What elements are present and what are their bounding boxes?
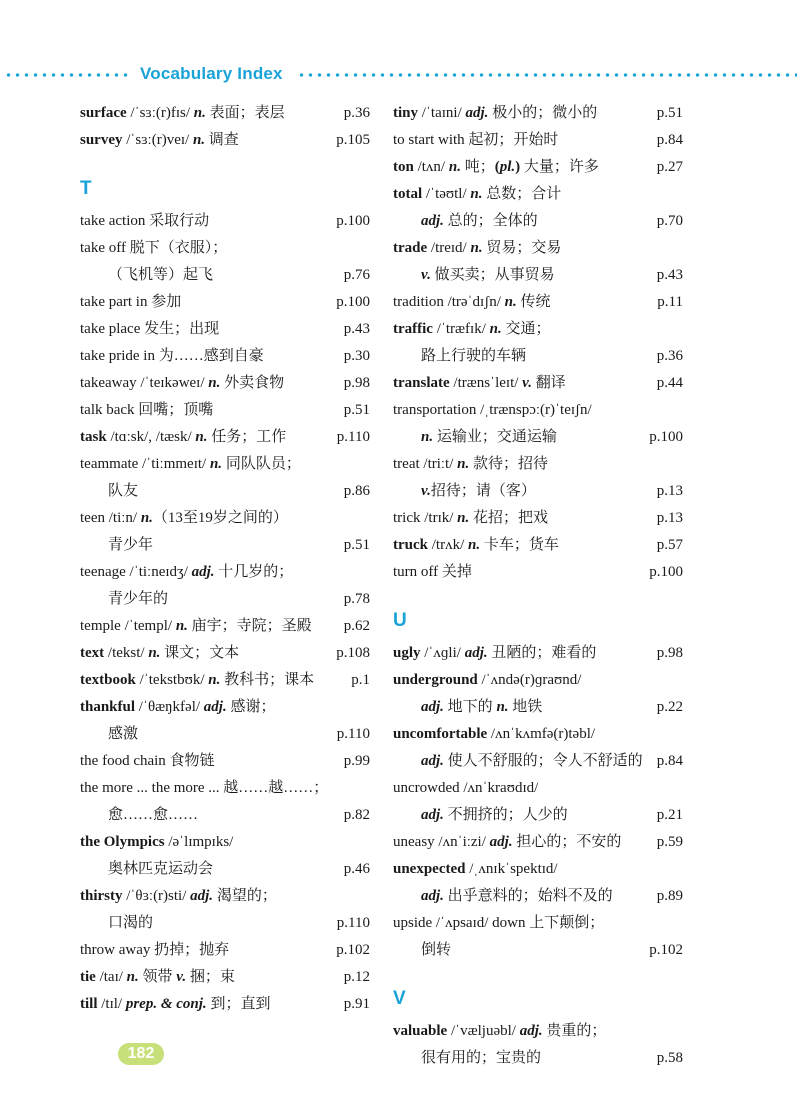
entry-text: adj. 总的；全体的 bbox=[421, 213, 538, 229]
entry-text: v.招待；请（客） bbox=[421, 483, 536, 499]
index-entry bbox=[80, 397, 370, 424]
entry-text: adj. 使人不舒服的；令人不舒适的 bbox=[421, 753, 643, 769]
index-entry-continuation bbox=[80, 586, 370, 613]
index-entry bbox=[393, 154, 683, 181]
index-entry-continuation bbox=[393, 802, 683, 829]
entry-text: textbook /ˈtekstbʊk/ n. 教科书；课本 bbox=[80, 672, 315, 688]
index-entry bbox=[393, 181, 683, 208]
entry-text: 很有用的；宝贵的 bbox=[421, 1050, 542, 1066]
index-entry-continuation bbox=[393, 1045, 683, 1072]
index-entry-continuation bbox=[80, 721, 370, 748]
entry-text: till /tɪl/ prep. & conj. 到；直到 bbox=[80, 996, 271, 1012]
page-reference: p.51 bbox=[343, 402, 370, 418]
page-reference: p.70 bbox=[656, 213, 683, 229]
entry-text: thankful /ˈθæŋkfəl/ adj. 感谢； bbox=[80, 699, 276, 715]
page-reference: p.84 bbox=[656, 132, 683, 148]
header-dots-right bbox=[297, 73, 797, 77]
header-title: Vocabulary Index bbox=[140, 64, 283, 83]
entry-text: tie /taɪ/ n. 领带 v. 捆；束 bbox=[80, 969, 235, 985]
page-reference: p.43 bbox=[656, 267, 683, 283]
page-reference: p.100 bbox=[649, 564, 683, 580]
page-reference: p.98 bbox=[343, 375, 370, 391]
index-entry-continuation bbox=[80, 910, 370, 937]
index-entry bbox=[80, 289, 370, 316]
page-reference: p.13 bbox=[656, 483, 683, 499]
page-reference: p.13 bbox=[656, 510, 683, 526]
page-reference: p.51 bbox=[343, 537, 370, 553]
page-reference: p.36 bbox=[656, 348, 683, 364]
page-reference: p.110 bbox=[336, 726, 370, 742]
entry-text: the food chain 食物链 bbox=[80, 753, 215, 769]
entry-text: unexpected /ˌʌnɪkˈspektɪd/ bbox=[393, 861, 558, 877]
entry-text: 路上行驶的车辆 bbox=[421, 348, 527, 364]
entry-text: uneasy /ʌnˈiːzi/ adj. 担心的；不安的 bbox=[393, 834, 622, 850]
header-dots-left bbox=[4, 73, 132, 77]
page-reference: p.21 bbox=[656, 807, 683, 823]
index-entry bbox=[393, 505, 683, 532]
index-entry bbox=[80, 127, 370, 154]
index-entry bbox=[393, 775, 683, 802]
page-reference: p.62 bbox=[343, 618, 370, 634]
entry-text: 奥林匹克运动会 bbox=[108, 861, 214, 877]
page-reference: p.78 bbox=[343, 591, 370, 607]
index-entry-continuation bbox=[80, 802, 370, 829]
index-entry bbox=[80, 937, 370, 964]
entry-text: adj. 不拥挤的；人少的 bbox=[421, 807, 568, 823]
index-entry-continuation bbox=[80, 856, 370, 883]
section-letter: T bbox=[80, 178, 92, 199]
page-reference: p.1 bbox=[351, 672, 370, 688]
entry-text: take pride in 为……感到自豪 bbox=[80, 348, 264, 364]
entry-text: take part in 参加 bbox=[80, 294, 182, 310]
entry-text: the Olympics /əˈlɪmpɪks/ bbox=[80, 834, 234, 850]
entry-text: surface /ˈsɜː(r)fɪs/ n. 表面；表层 bbox=[80, 105, 285, 121]
page-reference: p.108 bbox=[336, 645, 370, 661]
entry-text: task /tɑːsk/, /tæsk/ n. 任务；工作 bbox=[80, 429, 287, 445]
entry-text: temple /ˈtempl/ n. 庙宇；寺院；圣殿 bbox=[80, 618, 312, 634]
entry-text: take off 脱下（衣服）； bbox=[80, 240, 228, 256]
index-entry bbox=[80, 964, 370, 991]
page-reference: p.46 bbox=[343, 861, 370, 877]
index-entry bbox=[393, 532, 683, 559]
page-reference: p.105 bbox=[336, 132, 370, 148]
page-reference: p.110 bbox=[336, 429, 370, 445]
index-entry-continuation bbox=[393, 262, 683, 289]
index-entry bbox=[393, 100, 683, 127]
entry-text: ugly /ˈʌɡli/ adj. 丑陋的；难看的 bbox=[393, 645, 597, 661]
index-entry bbox=[80, 424, 370, 451]
section-header bbox=[0, 64, 800, 86]
page-reference: p.51 bbox=[656, 105, 683, 121]
page-reference: p.84 bbox=[656, 753, 683, 769]
index-entry-continuation bbox=[393, 478, 683, 505]
index-entry bbox=[80, 451, 370, 478]
page-reference: p.102 bbox=[649, 942, 683, 958]
page-reference: p.44 bbox=[656, 375, 683, 391]
entry-text: teenage /ˈtiːneɪdʒ/ adj. 十几岁的； bbox=[80, 564, 294, 580]
index-entry bbox=[80, 991, 370, 1018]
page-reference: p.59 bbox=[656, 834, 683, 850]
page-reference: p.58 bbox=[656, 1050, 683, 1066]
page-reference: p.30 bbox=[343, 348, 370, 364]
entry-text: tradition /trəˈdɪʃn/ n. 传统 bbox=[393, 294, 551, 310]
index-entry-continuation bbox=[393, 424, 683, 451]
entry-text: thirsty /ˈθɜː(r)sti/ adj. 渴望的； bbox=[80, 888, 277, 904]
entry-text: take action 采取行动 bbox=[80, 213, 210, 229]
entry-text: （飞机等）起飞 bbox=[108, 267, 214, 283]
page-reference: p.102 bbox=[336, 942, 370, 958]
index-entry-continuation bbox=[80, 532, 370, 559]
index-entry-continuation bbox=[393, 694, 683, 721]
entry-text: trick /trɪk/ n. 花招；把戏 bbox=[393, 510, 549, 526]
index-entry bbox=[80, 370, 370, 397]
entry-text: text /tekst/ n. 课文；文本 bbox=[80, 645, 240, 661]
index-entry bbox=[393, 289, 683, 316]
entry-text: n. 运输业；交通运输 bbox=[421, 429, 557, 445]
page-number: 182 bbox=[118, 1043, 164, 1065]
index-entry bbox=[80, 883, 370, 910]
page-reference: p.100 bbox=[336, 294, 370, 310]
index-entry bbox=[80, 208, 370, 235]
page-reference: p.11 bbox=[657, 294, 683, 310]
page-reference: p.22 bbox=[656, 699, 683, 715]
index-entry bbox=[80, 343, 370, 370]
entry-text: survey /ˈsɜː(r)veɪ/ n. 调查 bbox=[80, 132, 239, 148]
index-entry bbox=[393, 451, 683, 478]
page-reference: p.100 bbox=[336, 213, 370, 229]
section-letter: U bbox=[393, 610, 407, 631]
entry-text: 口渴的 bbox=[108, 915, 154, 931]
entry-text: turn off 关掉 bbox=[393, 564, 472, 580]
index-entry-continuation bbox=[80, 262, 370, 289]
entry-text: the more ... the more ... 越……越……； bbox=[80, 780, 329, 796]
entry-text: talk back 回嘴；顶嘴 bbox=[80, 402, 214, 418]
page-reference: p.86 bbox=[343, 483, 370, 499]
index-entry bbox=[393, 235, 683, 262]
index-entry bbox=[393, 667, 683, 694]
entry-text: treat /triːt/ n. 款待；招待 bbox=[393, 456, 549, 472]
page-reference: p.57 bbox=[656, 537, 683, 553]
index-entry bbox=[80, 775, 370, 802]
index-entry bbox=[393, 1018, 683, 1045]
entry-text: v. 做买卖；从事贸易 bbox=[421, 267, 555, 283]
index-entry-continuation bbox=[393, 208, 683, 235]
index-entry-continuation bbox=[393, 748, 683, 775]
entry-text: 队友 bbox=[108, 483, 139, 499]
entry-text: take place 发生；出现 bbox=[80, 321, 220, 337]
index-entry-continuation bbox=[393, 343, 683, 370]
index-entry bbox=[393, 829, 683, 856]
entry-text: uncomfortable /ʌnˈkʌmfə(r)təbl/ bbox=[393, 726, 596, 742]
entry-text: tiny /ˈtaɪni/ adj. 极小的；微小的 bbox=[393, 105, 598, 121]
entry-text: valuable /ˈvæljuəbl/ adj. 贵重的； bbox=[393, 1023, 607, 1039]
index-entry bbox=[80, 694, 370, 721]
index-entry bbox=[80, 640, 370, 667]
index-entry bbox=[80, 505, 370, 532]
entry-text: takeaway /ˈteɪkəweɪ/ n. 外卖食物 bbox=[80, 375, 285, 391]
page-reference: p.100 bbox=[649, 429, 683, 445]
index-entry bbox=[80, 559, 370, 586]
index-entry bbox=[80, 613, 370, 640]
entry-text: to start with 起初；开始时 bbox=[393, 132, 559, 148]
index-entry bbox=[393, 127, 683, 154]
page-reference: p.99 bbox=[343, 753, 370, 769]
right-column bbox=[393, 100, 683, 1072]
entry-text: upside /ˈʌpsaɪd/ down 上下颠倒； bbox=[393, 915, 605, 931]
index-entry bbox=[80, 748, 370, 775]
index-entry bbox=[393, 397, 683, 424]
entry-text: truck /trʌk/ n. 卡车；货车 bbox=[393, 537, 559, 553]
index-entry bbox=[393, 559, 683, 586]
entry-text: adj. 地下的 n. 地铁 bbox=[421, 699, 543, 715]
entry-text: trade /treɪd/ n. 贸易；交易 bbox=[393, 240, 562, 256]
page-reference: p.27 bbox=[656, 159, 683, 175]
index-entry bbox=[80, 667, 370, 694]
index-entry bbox=[393, 370, 683, 397]
entry-text: transportation /ˌtrænspɔː(r)ˈteɪʃn/ bbox=[393, 402, 592, 418]
page-reference: p.89 bbox=[656, 888, 683, 904]
index-entry-continuation bbox=[80, 478, 370, 505]
left-column bbox=[80, 100, 370, 1018]
page-reference: p.91 bbox=[343, 996, 370, 1012]
index-entry bbox=[393, 856, 683, 883]
page-reference: p.110 bbox=[336, 915, 370, 931]
entry-text: throw away 扔掉；抛弃 bbox=[80, 942, 230, 958]
page-reference: p.12 bbox=[343, 969, 370, 985]
index-entry bbox=[80, 316, 370, 343]
index-entry bbox=[393, 910, 683, 937]
page-reference: p.98 bbox=[656, 645, 683, 661]
entry-text: 倒转 bbox=[421, 942, 452, 958]
entry-text: ton /tʌn/ n. 吨；(pl.) 大量；许多 bbox=[393, 159, 599, 175]
page-reference: p.36 bbox=[343, 105, 370, 121]
index-entry bbox=[393, 640, 683, 667]
entry-text: 青少年 bbox=[108, 537, 154, 553]
index-entry bbox=[393, 721, 683, 748]
index-entry bbox=[80, 235, 370, 262]
section-letter: V bbox=[393, 988, 406, 1009]
index-entry bbox=[80, 100, 370, 127]
index-entry-continuation bbox=[393, 937, 683, 964]
entry-text: teen /tiːn/ n.（13至19岁之间的） bbox=[80, 510, 288, 526]
entry-text: 感激 bbox=[108, 726, 139, 742]
entry-text: translate /trænsˈleɪt/ v. 翻译 bbox=[393, 375, 566, 391]
index-entry bbox=[393, 316, 683, 343]
entry-text: uncrowded /ʌnˈkraʊdɪd/ bbox=[393, 780, 539, 796]
entry-text: 愈……愈…… bbox=[108, 807, 199, 823]
page-reference: p.43 bbox=[343, 321, 370, 337]
index-entry bbox=[80, 829, 370, 856]
page-reference: p.76 bbox=[343, 267, 370, 283]
entry-text: adj. 出乎意料的；始料不及的 bbox=[421, 888, 613, 904]
page-reference: p.82 bbox=[343, 807, 370, 823]
entry-text: traffic /ˈtræfɪk/ n. 交通； bbox=[393, 321, 551, 337]
entry-text: underground /ˈʌndə(r)ɡraʊnd/ bbox=[393, 672, 582, 688]
entry-text: teammate /ˈtiːmmeɪt/ n. 同队队员； bbox=[80, 456, 301, 472]
entry-text: total /ˈtəʊtl/ n. 总数；合计 bbox=[393, 186, 562, 202]
entry-text: 青少年的 bbox=[108, 591, 169, 607]
index-entry-continuation bbox=[393, 883, 683, 910]
